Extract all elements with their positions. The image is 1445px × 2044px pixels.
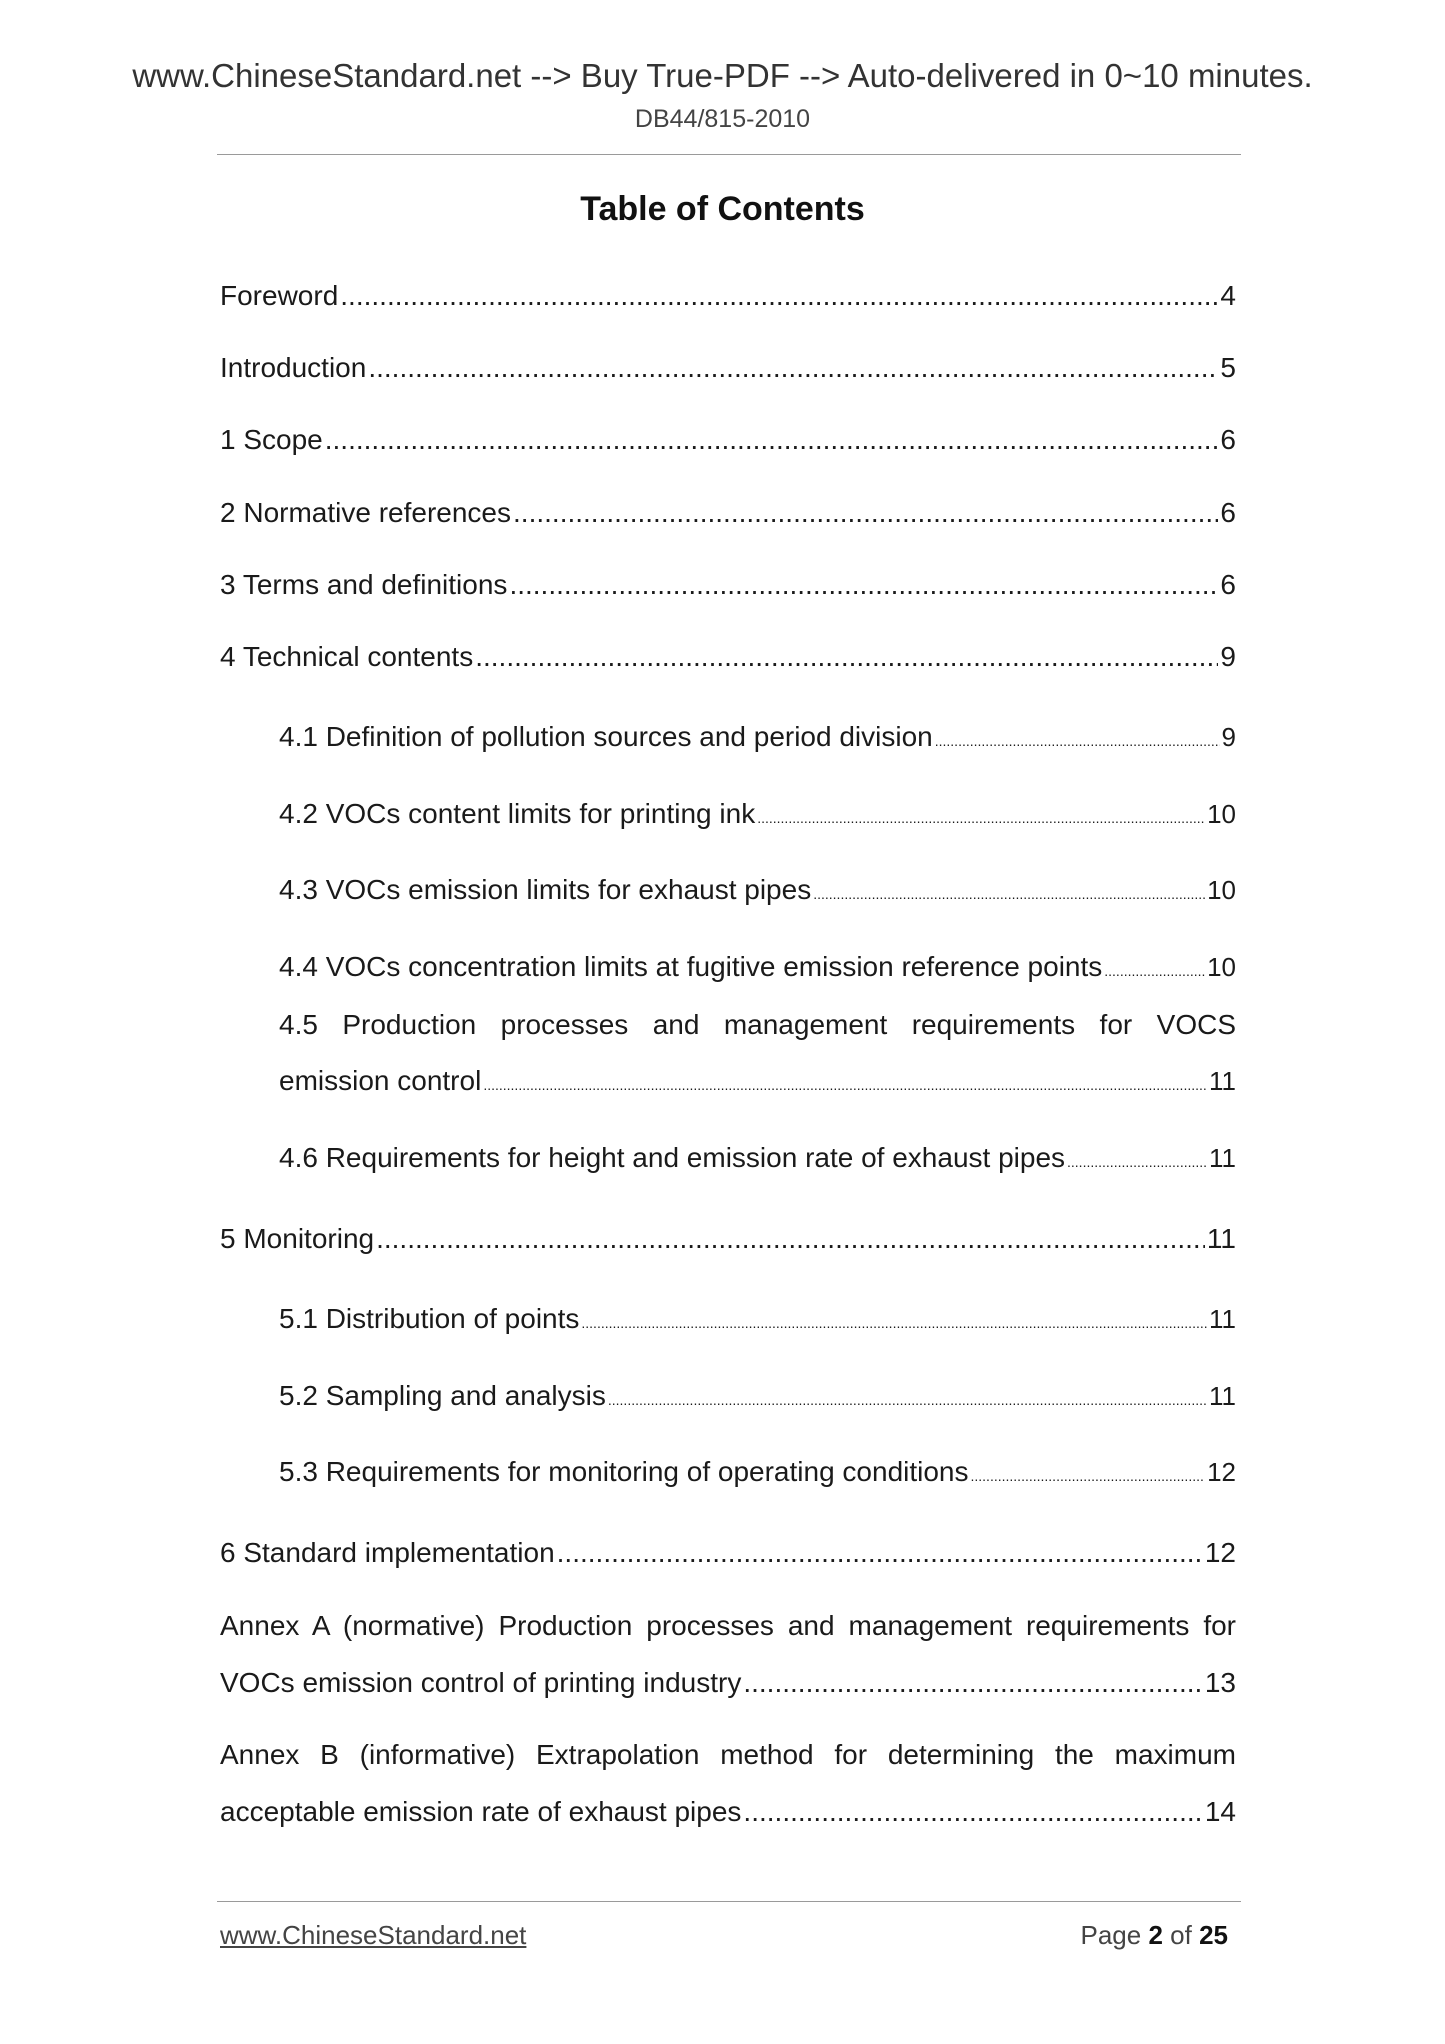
toc-entry-annex-b[interactable] — [220, 1795, 1236, 1829]
page-total: 25 — [1199, 1920, 1228, 1950]
toc-entry-4-5[interactable] — [279, 1064, 1236, 1102]
toc-entry-scope[interactable] — [220, 423, 1236, 457]
toc-label: 4 Technical contents — [220, 641, 474, 672]
toc-entry-annex-a[interactable] — [220, 1666, 1236, 1700]
toc-label: VOCs emission control of printing industry — [220, 1667, 742, 1698]
toc-entry-5-2[interactable] — [279, 1379, 1236, 1417]
toc-label: emission control — [279, 1065, 482, 1096]
toc-page: 11 — [1209, 1066, 1236, 1096]
header-banner[interactable]: www.ChineseStandard.net --> Buy True-PDF --> Auto-delivered in 0~10 minutes. — [132, 57, 1313, 94]
toc-leader — [483, 1068, 1207, 1102]
toc-entry-monitoring[interactable] — [220, 1222, 1236, 1256]
toc-entry-standard-implementation[interactable] — [220, 1536, 1236, 1570]
toc-entry-normative-references[interactable] — [220, 496, 1236, 530]
toc-entry-terms[interactable] — [220, 568, 1236, 602]
toc-page: 11 — [1206, 1223, 1236, 1254]
toc-label: 3 Terms and definitions — [220, 569, 508, 600]
toc-page: 11 — [1209, 1143, 1236, 1173]
toc-label: Foreword — [220, 280, 339, 311]
toc-page: 10 — [1207, 952, 1236, 982]
toc-page: 6 — [1220, 424, 1236, 455]
page-number — [1080, 1920, 1228, 1951]
toc-label: 5.2 Sampling and analysis — [279, 1380, 606, 1411]
toc-leader — [368, 351, 1218, 385]
toc-page: 9 — [1220, 641, 1236, 672]
toc-label: 4.2 VOCs content limits for printing ink — [279, 798, 756, 829]
page-current: 2 — [1148, 1920, 1163, 1950]
page-title: Table of Contents — [580, 190, 865, 228]
toc-entry-5-3[interactable] — [279, 1455, 1236, 1493]
toc-page: 4 — [1220, 280, 1236, 311]
toc-page: 12 — [1204, 1537, 1236, 1568]
toc-page: 11 — [1209, 1304, 1236, 1334]
toc-entry-technical-contents[interactable] — [220, 640, 1236, 674]
toc-leader — [1067, 1145, 1207, 1179]
toc-leader — [971, 1459, 1206, 1493]
toc-label: 6 Standard implementation — [220, 1537, 555, 1568]
footer-site-link[interactable]: www.ChineseStandard.net — [220, 1920, 527, 1950]
toc-label: 2 Normative references — [220, 497, 512, 528]
toc-entry-4-6[interactable] — [279, 1141, 1236, 1179]
toc-entry-5-1[interactable] — [279, 1302, 1236, 1340]
toc-entry-introduction[interactable] — [220, 351, 1236, 385]
toc-label: 4.4 VOCs concentration limits at fugitive emission reference points — [279, 951, 1103, 982]
toc-page: 6 — [1220, 569, 1236, 600]
toc-entry-4-3[interactable] — [279, 873, 1236, 911]
toc-label: 1 Scope — [220, 424, 323, 455]
toc-page: 13 — [1204, 1667, 1236, 1698]
toc-label: 5 Monitoring — [220, 1223, 375, 1254]
toc-leader — [325, 423, 1219, 457]
toc-entry-4-4[interactable] — [279, 950, 1236, 988]
toc-leader — [475, 640, 1218, 674]
page-prefix: Page — [1080, 1920, 1142, 1950]
toc-label: 5.3 Requirements for monitoring of operating conditions — [279, 1456, 969, 1487]
toc-leader — [340, 279, 1218, 313]
toc-leader — [513, 496, 1218, 530]
toc-leader — [935, 724, 1220, 758]
toc-page: 10 — [1207, 799, 1236, 829]
toc-leader — [376, 1222, 1205, 1256]
toc-entry-4-1[interactable] — [279, 720, 1236, 758]
toc-leader — [557, 1536, 1203, 1570]
toc-page: 12 — [1207, 1457, 1236, 1487]
toc-leader — [757, 801, 1205, 835]
toc-page: 14 — [1204, 1796, 1236, 1827]
toc-label: 4.6 Requirements for height and emission rate of exhaust pipes — [279, 1142, 1066, 1173]
toc-leader — [743, 1795, 1202, 1829]
toc-leader — [813, 877, 1205, 911]
toc-leader — [743, 1666, 1203, 1700]
toc-label: Introduction — [220, 352, 367, 383]
toc-label: acceptable emission rate of exhaust pipes — [220, 1796, 742, 1827]
standard-code: DB44/815-2010 — [634, 105, 811, 133]
toc-page: 10 — [1207, 875, 1236, 905]
toc-label: 5.1 Distribution of points — [279, 1303, 580, 1334]
toc-page: 9 — [1221, 722, 1236, 752]
toc-leader — [509, 568, 1218, 602]
toc-page: 5 — [1220, 352, 1236, 383]
toc-page: 6 — [1220, 497, 1236, 528]
toc-label: 4.3 VOCs emission limits for exhaust pipes — [279, 874, 812, 905]
footer-divider — [217, 1901, 1241, 1902]
toc-entry-4-2[interactable] — [279, 797, 1236, 835]
toc-entry-annex-b-line1[interactable]: Annex B (informative) Extrapolation method for determining the maximum — [220, 1739, 1236, 1770]
toc-page: 11 — [1209, 1381, 1236, 1411]
toc-entry-annex-a-line1[interactable]: Annex A (normative) Production processes and management requirements for — [220, 1610, 1236, 1641]
toc-entry-4-5-line1[interactable]: 4.5 Production processes and management requirements for VOCS — [279, 1009, 1236, 1040]
page-of: of — [1170, 1920, 1192, 1950]
toc-leader — [581, 1306, 1207, 1340]
toc-label: 4.1 Definition of pollution sources and period division — [279, 721, 933, 752]
toc-entry-foreword[interactable] — [220, 279, 1236, 313]
toc-leader — [608, 1383, 1207, 1417]
toc-leader — [1104, 954, 1205, 988]
